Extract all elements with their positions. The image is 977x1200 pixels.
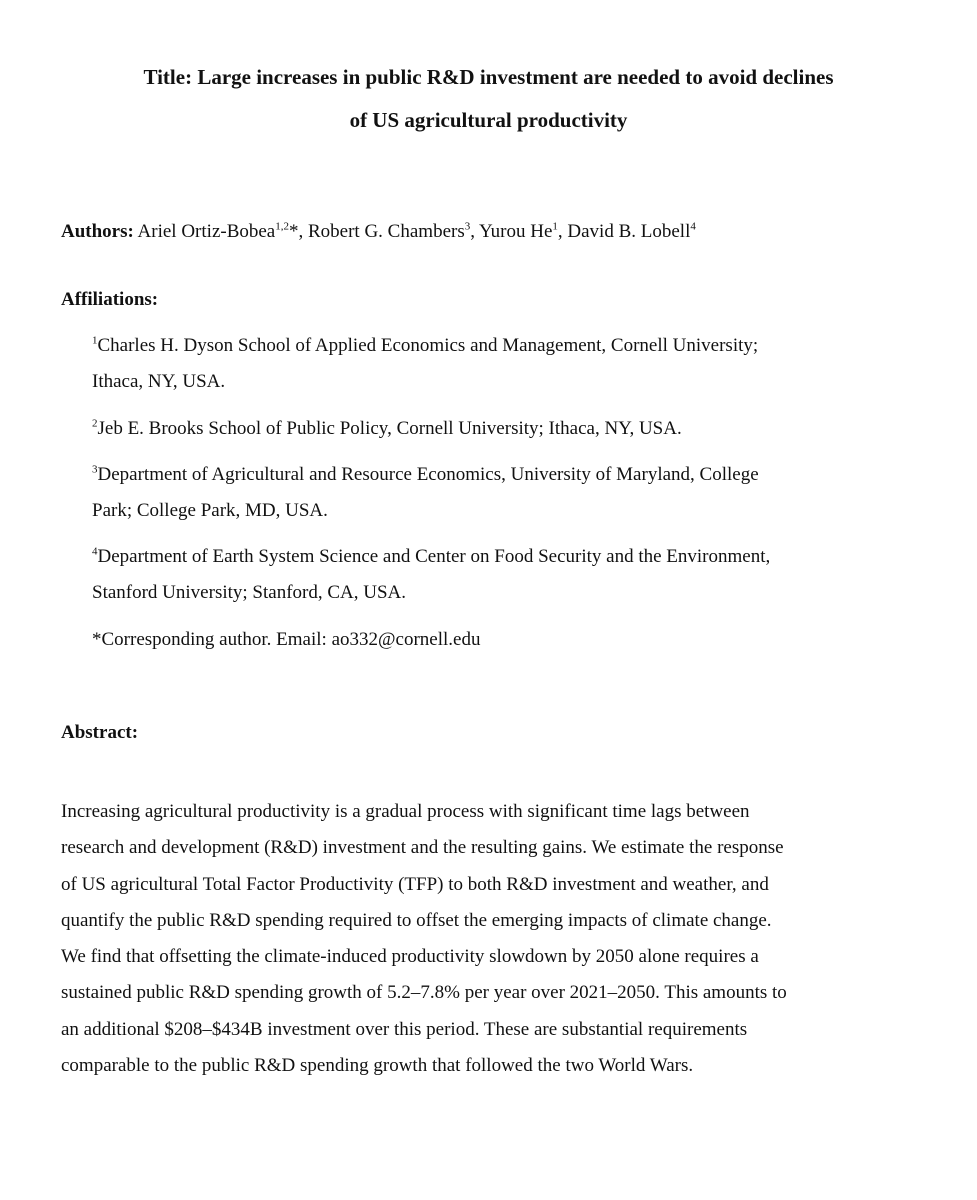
corresponding-author: *Corresponding author. Email: ao332@cornell.edu: [92, 629, 481, 650]
abstract-line: of US agricultural Total Factor Productivity (TFP) to both R&D investment and weather, and: [61, 873, 769, 895]
affiliation-sup: 2: [92, 417, 98, 430]
affiliation-4: [92, 539, 892, 611]
authors-label: Authors:: [61, 221, 134, 242]
authors-line: [61, 218, 696, 246]
abstract-body: [61, 794, 871, 1084]
author-separator: ,: [470, 221, 480, 242]
author-name: David B. Lobell: [567, 221, 691, 242]
title-line-1: Title: Large increases in public R&D investment are needed to avoid declines: [143, 65, 834, 89]
title-line-2: of US agricultural productivity: [349, 108, 628, 132]
affiliation-line-1: Department of Earth System Science and Center on Food Security and the Environment,: [97, 546, 771, 567]
affiliation-2: [92, 411, 892, 447]
abstract-line: Increasing agricultural productivity is a gradual process with significant time lags between: [61, 801, 750, 822]
abstract-line: quantify the public R&D spending required to offset the emerging impacts of climate change.: [61, 909, 772, 931]
abstract-line: an additional $208–$434B investment over this period. These are substantial requirements: [61, 1018, 748, 1040]
author-1: [138, 221, 308, 242]
author-name: Ariel Ortiz-Bobea: [137, 221, 276, 242]
abstract-line: We find that offsetting the climate-induced productivity slowdown by 2050 alone requires a: [61, 946, 759, 968]
affiliation-line-2: Ithaca, NY, USA.: [92, 371, 226, 392]
author-2: [308, 221, 479, 242]
author-name: Yurou He: [479, 221, 553, 242]
abstract-heading: Abstract:: [61, 722, 139, 743]
affiliation-sup: 3: [92, 463, 98, 476]
affiliation-sup: 4: [92, 545, 98, 558]
author-affil-sup: 3: [464, 220, 471, 233]
affiliation-3: [92, 457, 892, 529]
affiliation-line-2: Park; College Park, MD, USA.: [92, 500, 328, 521]
affiliation-line-1: Charles H. Dyson School of Applied Economics and Management, Cornell University;: [97, 335, 759, 356]
author-name: Robert G. Chambers: [308, 221, 465, 242]
affiliation-line-2: Stanford University; Stanford, CA, USA.: [92, 582, 407, 603]
affiliation-line-1: Jeb E. Brooks School of Public Policy, Cornell University; Ithaca, NY, USA.: [97, 418, 682, 439]
author-4: [567, 221, 695, 242]
paper-title: [40, 56, 937, 142]
abstract-line: research and development (R&D) investment and the resulting gains. We estimate the response: [61, 837, 784, 859]
author-affil-sup: 1,2: [275, 220, 289, 233]
abstract-line: sustained public R&D spending growth of 5.2–7.8% per year over 2021–2050. This amounts to: [61, 982, 787, 1004]
author-3: [479, 221, 567, 242]
affiliation-1: [92, 328, 892, 400]
author-separator: ,: [557, 221, 568, 242]
affiliations-heading: Affiliations:: [61, 289, 159, 310]
affiliation-line-1: Department of Agricultural and Resource Economics, University of Maryland, College: [97, 464, 759, 485]
author-affil-sup: 4: [690, 220, 696, 233]
abstract-line: comparable to the public R&D spending growth that followed the two World Wars.: [61, 1055, 694, 1077]
author-affil-sup: 1: [552, 220, 558, 233]
author-separator: *,: [289, 221, 308, 242]
affiliation-sup: 1: [92, 334, 98, 347]
